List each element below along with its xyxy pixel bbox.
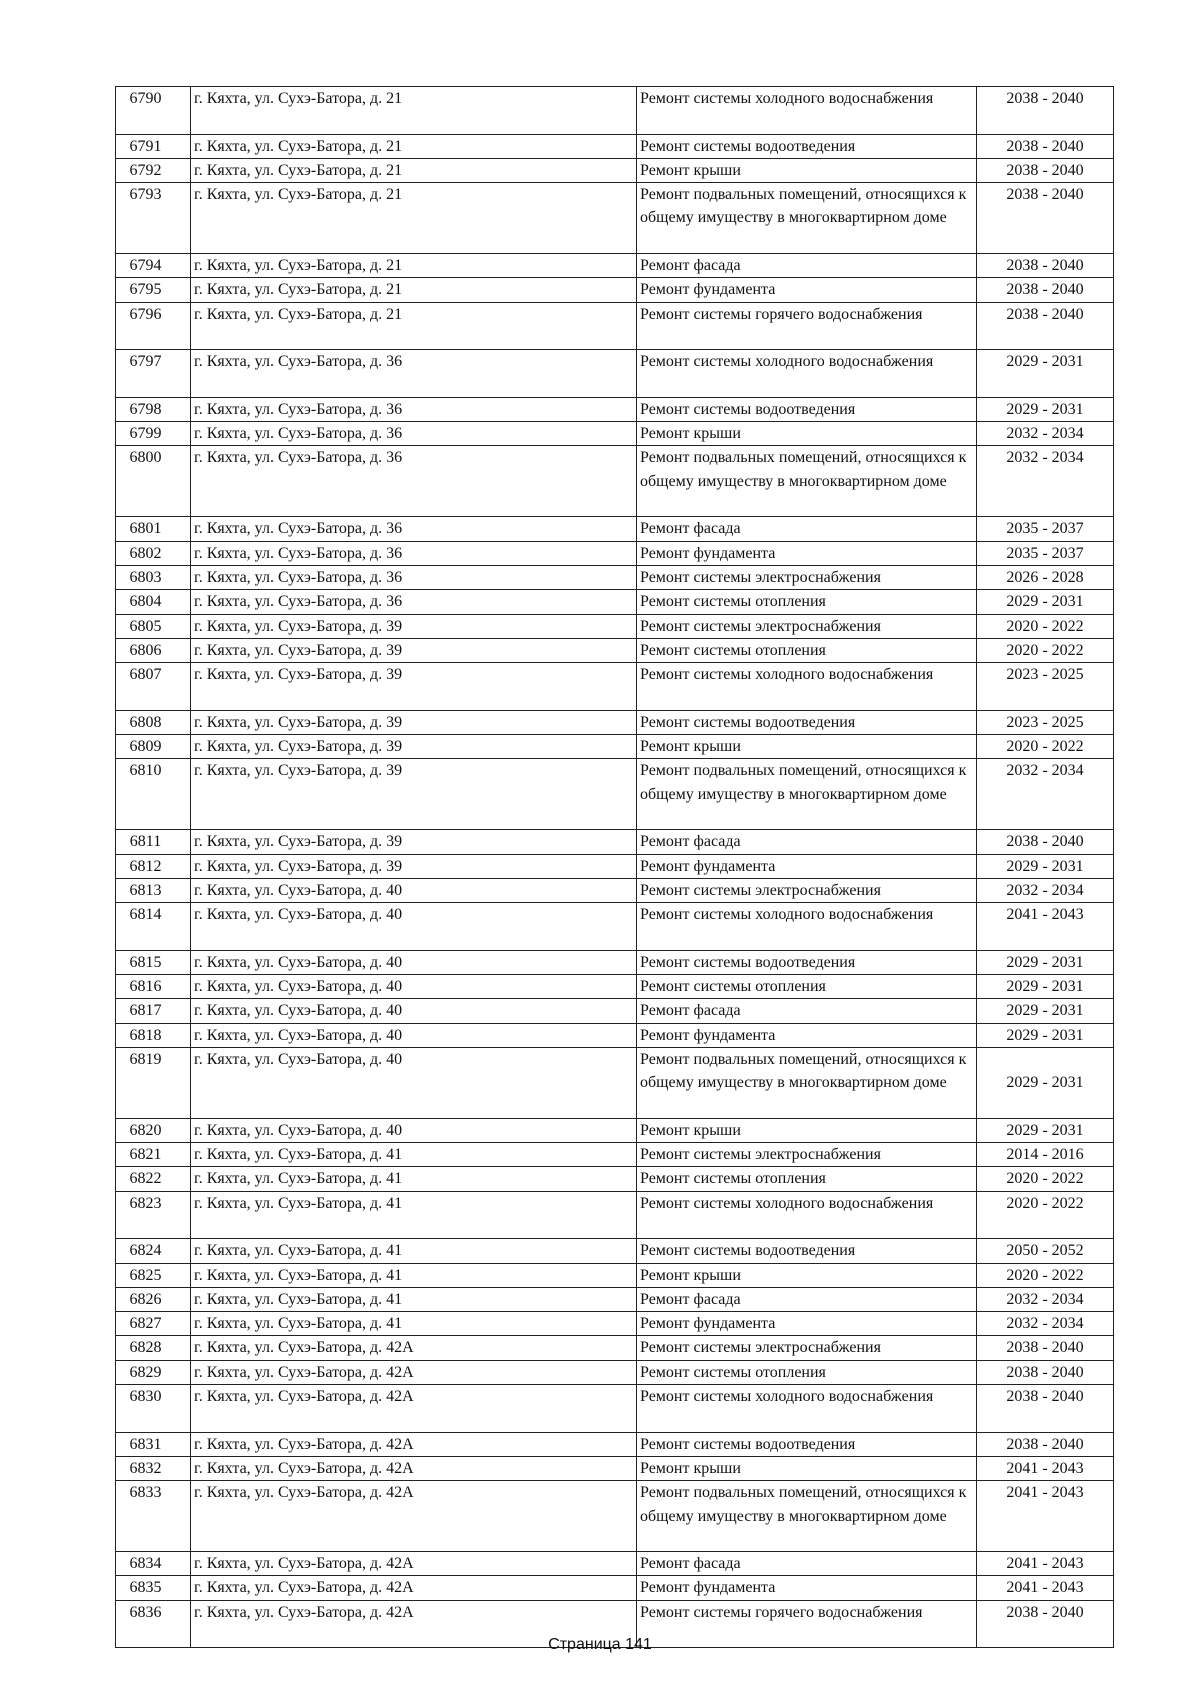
table-row <box>116 1047 1114 1118</box>
work-type-cell: Ремонт фасада <box>637 1552 977 1576</box>
table-row <box>116 1191 1114 1239</box>
table-row <box>116 1239 1114 1263</box>
address-cell: г. Кяхта, ул. Сухэ-Батора, д. 39 <box>191 638 637 662</box>
period-cell: 2038 - 2040 <box>977 134 1114 158</box>
period-cell: 2035 - 2037 <box>977 517 1114 541</box>
work-type-cell: Ремонт системы водоотведения <box>637 1239 977 1263</box>
period-cell: 2029 - 2031 <box>977 590 1114 614</box>
row-number-cell: 6834 <box>116 1552 191 1576</box>
period-cell: 2032 - 2034 <box>977 422 1114 446</box>
table-row <box>116 1167 1114 1191</box>
period-cell: 2020 - 2022 <box>977 1263 1114 1287</box>
table-row <box>116 1287 1114 1311</box>
row-number-cell: 6826 <box>116 1287 191 1311</box>
work-type-cell: Ремонт системы горячего водоснабжения <box>637 1600 977 1648</box>
table-row <box>116 183 1114 254</box>
table-row <box>116 158 1114 182</box>
period-cell: 2029 - 2031 <box>977 854 1114 878</box>
row-number-cell: 6809 <box>116 735 191 759</box>
work-type-cell: Ремонт системы водоотведения <box>637 1432 977 1456</box>
address-cell: г. Кяхта, ул. Сухэ-Батора, д. 36 <box>191 541 637 565</box>
work-type-cell: Ремонт системы холодного водоснабжения <box>637 1191 977 1239</box>
work-type-cell: Ремонт крыши <box>637 1118 977 1142</box>
table-row <box>116 1023 1114 1047</box>
table-row <box>116 614 1114 638</box>
address-cell: г. Кяхта, ул. Сухэ-Батора, д. 39 <box>191 710 637 734</box>
table-row <box>116 999 1114 1023</box>
table-row <box>116 663 1114 711</box>
work-type-cell: Ремонт подвальных помещений, относящихся к общему имуществу в многоквартирном доме <box>637 446 977 517</box>
row-number-cell: 6807 <box>116 663 191 711</box>
row-number-cell: 6793 <box>116 183 191 254</box>
period-cell: 2014 - 2016 <box>977 1143 1114 1167</box>
table-row <box>116 446 1114 517</box>
address-cell: г. Кяхта, ул. Сухэ-Батора, д. 42А <box>191 1576 637 1600</box>
address-cell: г. Кяхта, ул. Сухэ-Батора, д. 40 <box>191 1118 637 1142</box>
row-number-cell: 6801 <box>116 517 191 541</box>
period-cell: 2038 - 2040 <box>977 1385 1114 1433</box>
work-type-cell: Ремонт системы горячего водоснабжения <box>637 302 977 350</box>
address-cell: г. Кяхта, ул. Сухэ-Батора, д. 41 <box>191 1287 637 1311</box>
row-number-cell: 6815 <box>116 950 191 974</box>
table-row <box>116 1336 1114 1360</box>
work-type-cell: Ремонт фасада <box>637 999 977 1023</box>
table-row <box>116 278 1114 302</box>
address-cell: г. Кяхта, ул. Сухэ-Батора, д. 39 <box>191 614 637 638</box>
work-type-cell: Ремонт системы электроснабжения <box>637 878 977 902</box>
address-cell: г. Кяхта, ул. Сухэ-Батора, д. 36 <box>191 350 637 398</box>
period-cell: 2029 - 2031 <box>977 350 1114 398</box>
address-cell: г. Кяхта, ул. Сухэ-Батора, д. 40 <box>191 950 637 974</box>
period-cell: 2032 - 2034 <box>977 878 1114 902</box>
address-cell: г. Кяхта, ул. Сухэ-Батора, д. 21 <box>191 158 637 182</box>
table-row <box>116 1385 1114 1433</box>
row-number-cell: 6830 <box>116 1385 191 1433</box>
row-number-cell: 6805 <box>116 614 191 638</box>
address-cell: г. Кяхта, ул. Сухэ-Батора, д. 41 <box>191 1191 637 1239</box>
address-cell: г. Кяхта, ул. Сухэ-Батора, д. 40 <box>191 999 637 1023</box>
row-number-cell: 6831 <box>116 1432 191 1456</box>
table-row <box>116 565 1114 589</box>
row-number-cell: 6811 <box>116 830 191 854</box>
row-number-cell: 6836 <box>116 1600 191 1648</box>
work-type-cell: Ремонт системы электроснабжения <box>637 1143 977 1167</box>
period-cell: 2020 - 2022 <box>977 1191 1114 1239</box>
address-cell: г. Кяхта, ул. Сухэ-Батора, д. 21 <box>191 278 637 302</box>
work-type-cell: Ремонт системы отопления <box>637 1167 977 1191</box>
table-row <box>116 350 1114 398</box>
address-cell: г. Кяхта, ул. Сухэ-Батора, д. 39 <box>191 759 637 830</box>
address-cell: г. Кяхта, ул. Сухэ-Батора, д. 41 <box>191 1143 637 1167</box>
work-type-cell: Ремонт фундамента <box>637 278 977 302</box>
period-cell: 2035 - 2037 <box>977 541 1114 565</box>
address-cell: г. Кяхта, ул. Сухэ-Батора, д. 42А <box>191 1432 637 1456</box>
period-cell: 2029 - 2031 <box>977 1023 1114 1047</box>
row-number-cell: 6821 <box>116 1143 191 1167</box>
table-row <box>116 1552 1114 1576</box>
row-number-cell: 6804 <box>116 590 191 614</box>
period-cell: 2020 - 2022 <box>977 1167 1114 1191</box>
row-number-cell: 6822 <box>116 1167 191 1191</box>
row-number-cell: 6833 <box>116 1481 191 1552</box>
address-cell: г. Кяхта, ул. Сухэ-Батора, д. 21 <box>191 134 637 158</box>
row-number-cell: 6820 <box>116 1118 191 1142</box>
table-row <box>116 590 1114 614</box>
row-number-cell: 6812 <box>116 854 191 878</box>
address-cell: г. Кяхта, ул. Сухэ-Батора, д. 39 <box>191 830 637 854</box>
work-type-cell: Ремонт системы холодного водоснабжения <box>637 903 977 951</box>
work-type-cell: Ремонт фасада <box>637 517 977 541</box>
address-cell: г. Кяхта, ул. Сухэ-Батора, д. 39 <box>191 854 637 878</box>
address-cell: г. Кяхта, ул. Сухэ-Батора, д. 21 <box>191 87 637 135</box>
row-number-cell: 6799 <box>116 422 191 446</box>
work-type-cell: Ремонт системы отопления <box>637 974 977 998</box>
address-cell: г. Кяхта, ул. Сухэ-Батора, д. 42А <box>191 1385 637 1433</box>
work-type-cell: Ремонт фундамента <box>637 1576 977 1600</box>
period-cell: 2038 - 2040 <box>977 830 1114 854</box>
period-cell: 2020 - 2022 <box>977 735 1114 759</box>
work-type-cell: Ремонт крыши <box>637 735 977 759</box>
address-cell: г. Кяхта, ул. Сухэ-Батора, д. 39 <box>191 735 637 759</box>
period-cell: 2038 - 2040 <box>977 87 1114 135</box>
row-number-cell: 6795 <box>116 278 191 302</box>
address-cell: г. Кяхта, ул. Сухэ-Батора, д. 36 <box>191 517 637 541</box>
address-cell: г. Кяхта, ул. Сухэ-Батора, д. 42А <box>191 1552 637 1576</box>
period-cell: 2038 - 2040 <box>977 1336 1114 1360</box>
address-cell: г. Кяхта, ул. Сухэ-Батора, д. 42А <box>191 1360 637 1384</box>
row-number-cell: 6816 <box>116 974 191 998</box>
address-cell: г. Кяхта, ул. Сухэ-Батора, д. 40 <box>191 974 637 998</box>
row-number-cell: 6808 <box>116 710 191 734</box>
row-number-cell: 6824 <box>116 1239 191 1263</box>
table-row <box>116 1360 1114 1384</box>
row-number-cell: 6835 <box>116 1576 191 1600</box>
work-type-cell: Ремонт фасада <box>637 1287 977 1311</box>
address-cell: г. Кяхта, ул. Сухэ-Батора, д. 40 <box>191 903 637 951</box>
work-type-cell: Ремонт системы отопления <box>637 590 977 614</box>
work-type-cell: Ремонт системы электроснабжения <box>637 1336 977 1360</box>
period-cell: 2029 - 2031 <box>977 950 1114 974</box>
table-row <box>116 903 1114 951</box>
work-type-cell: Ремонт системы холодного водоснабжения <box>637 1385 977 1433</box>
table-row <box>116 517 1114 541</box>
page-number: Страница 141 <box>548 1636 652 1653</box>
address-cell: г. Кяхта, ул. Сухэ-Батора, д. 40 <box>191 1023 637 1047</box>
work-type-cell: Ремонт фундамента <box>637 1312 977 1336</box>
period-cell: 2038 - 2040 <box>977 302 1114 350</box>
work-type-cell: Ремонт системы отопления <box>637 638 977 662</box>
address-cell: г. Кяхта, ул. Сухэ-Батора, д. 40 <box>191 1047 637 1118</box>
table-row <box>116 878 1114 902</box>
period-cell: 2038 - 2040 <box>977 183 1114 254</box>
table-row <box>116 87 1114 135</box>
address-cell: г. Кяхта, ул. Сухэ-Батора, д. 40 <box>191 878 637 902</box>
table-row <box>116 1312 1114 1336</box>
row-number-cell: 6827 <box>116 1312 191 1336</box>
table-row <box>116 1143 1114 1167</box>
period-cell: 2032 - 2034 <box>977 1312 1114 1336</box>
row-number-cell: 6794 <box>116 254 191 278</box>
period-cell: 2029 - 2031 <box>977 999 1114 1023</box>
row-number-cell: 6806 <box>116 638 191 662</box>
work-type-cell: Ремонт фасада <box>637 254 977 278</box>
row-number-cell: 6800 <box>116 446 191 517</box>
table-row <box>116 1118 1114 1142</box>
table-row <box>116 830 1114 854</box>
period-cell: 2029 - 2031 <box>977 1118 1114 1142</box>
table-row <box>116 950 1114 974</box>
address-cell: г. Кяхта, ул. Сухэ-Батора, д. 36 <box>191 446 637 517</box>
period-cell: 2041 - 2043 <box>977 903 1114 951</box>
period-cell: 2050 - 2052 <box>977 1239 1114 1263</box>
period-cell: 2023 - 2025 <box>977 710 1114 734</box>
address-cell: г. Кяхта, ул. Сухэ-Батора, д. 36 <box>191 422 637 446</box>
address-cell: г. Кяхта, ул. Сухэ-Батора, д. 36 <box>191 397 637 421</box>
period-cell: 2041 - 2043 <box>977 1481 1114 1552</box>
row-number-cell: 6813 <box>116 878 191 902</box>
table-row <box>116 302 1114 350</box>
row-number-cell: 6832 <box>116 1456 191 1480</box>
row-number-cell: 6803 <box>116 565 191 589</box>
period-cell: 2026 - 2028 <box>977 565 1114 589</box>
address-cell: г. Кяхта, ул. Сухэ-Батора, д. 21 <box>191 183 637 254</box>
table-row <box>116 1263 1114 1287</box>
row-number-cell: 6792 <box>116 158 191 182</box>
row-number-cell: 6819 <box>116 1047 191 1118</box>
period-cell: 2029 - 2031 <box>977 397 1114 421</box>
address-cell: г. Кяхта, ул. Сухэ-Батора, д. 39 <box>191 663 637 711</box>
table-row <box>116 735 1114 759</box>
table-row <box>116 1432 1114 1456</box>
table-body <box>116 87 1114 1648</box>
period-cell: 2020 - 2022 <box>977 614 1114 638</box>
table-row <box>116 254 1114 278</box>
address-cell: г. Кяхта, ул. Сухэ-Батора, д. 41 <box>191 1239 637 1263</box>
table-row <box>116 854 1114 878</box>
table-row <box>116 638 1114 662</box>
row-number-cell: 6823 <box>116 1191 191 1239</box>
work-type-cell: Ремонт подвальных помещений, относящихся к общему имуществу в многоквартирном доме <box>637 1481 977 1552</box>
period-cell: 2041 - 2043 <box>977 1552 1114 1576</box>
table-row <box>116 541 1114 565</box>
period-cell: 2032 - 2034 <box>977 1287 1114 1311</box>
table-row <box>116 134 1114 158</box>
work-type-cell: Ремонт системы водоотведения <box>637 134 977 158</box>
period-cell: 2032 - 2034 <box>977 759 1114 830</box>
row-number-cell: 6825 <box>116 1263 191 1287</box>
work-type-cell: Ремонт системы электроснабжения <box>637 614 977 638</box>
table-row <box>116 1456 1114 1480</box>
address-cell: г. Кяхта, ул. Сухэ-Батора, д. 41 <box>191 1263 637 1287</box>
work-type-cell: Ремонт подвальных помещений, относящихся к общему имуществу в многоквартирном доме <box>637 759 977 830</box>
table-row <box>116 759 1114 830</box>
address-cell: г. Кяхта, ул. Сухэ-Батора, д. 36 <box>191 590 637 614</box>
period-cell: 2029 - 2031 <box>977 1047 1114 1118</box>
row-number-cell: 6796 <box>116 302 191 350</box>
period-cell: 2038 - 2040 <box>977 1360 1114 1384</box>
address-cell: г. Кяхта, ул. Сухэ-Батора, д. 42А <box>191 1336 637 1360</box>
row-number-cell: 6802 <box>116 541 191 565</box>
row-number-cell: 6790 <box>116 87 191 135</box>
address-cell: г. Кяхта, ул. Сухэ-Батора, д. 21 <box>191 302 637 350</box>
work-type-cell: Ремонт фундамента <box>637 541 977 565</box>
work-type-cell: Ремонт системы водоотведения <box>637 950 977 974</box>
work-type-cell: Ремонт системы холодного водоснабжения <box>637 663 977 711</box>
work-type-cell: Ремонт крыши <box>637 422 977 446</box>
address-cell: г. Кяхта, ул. Сухэ-Батора, д. 36 <box>191 565 637 589</box>
address-cell: г. Кяхта, ул. Сухэ-Батора, д. 41 <box>191 1312 637 1336</box>
period-cell: 2038 - 2040 <box>977 278 1114 302</box>
work-type-cell: Ремонт системы водоотведения <box>637 397 977 421</box>
address-cell: г. Кяхта, ул. Сухэ-Батора, д. 42А <box>191 1456 637 1480</box>
row-number-cell: 6797 <box>116 350 191 398</box>
table-row <box>116 422 1114 446</box>
address-cell: г. Кяхта, ул. Сухэ-Батора, д. 42А <box>191 1600 637 1648</box>
table-row <box>116 397 1114 421</box>
table-row <box>116 1576 1114 1600</box>
work-type-cell: Ремонт системы водоотведения <box>637 710 977 734</box>
row-number-cell: 6798 <box>116 397 191 421</box>
work-type-cell: Ремонт фасада <box>637 830 977 854</box>
work-type-cell: Ремонт системы электроснабжения <box>637 565 977 589</box>
work-type-cell: Ремонт системы отопления <box>637 1360 977 1384</box>
address-cell: г. Кяхта, ул. Сухэ-Батора, д. 21 <box>191 254 637 278</box>
table-row <box>116 1481 1114 1552</box>
period-cell: 2023 - 2025 <box>977 663 1114 711</box>
work-type-cell: Ремонт крыши <box>637 158 977 182</box>
work-type-cell: Ремонт фундамента <box>637 854 977 878</box>
period-cell: 2020 - 2022 <box>977 638 1114 662</box>
address-cell: г. Кяхта, ул. Сухэ-Батора, д. 42А <box>191 1481 637 1552</box>
row-number-cell: 6818 <box>116 1023 191 1047</box>
address-cell: г. Кяхта, ул. Сухэ-Батора, д. 41 <box>191 1167 637 1191</box>
period-cell: 2038 - 2040 <box>977 1600 1114 1648</box>
table-row <box>116 974 1114 998</box>
period-cell: 2041 - 2043 <box>977 1456 1114 1480</box>
repair-schedule-table <box>115 86 1114 1648</box>
work-type-cell: Ремонт системы холодного водоснабжения <box>637 350 977 398</box>
table-row <box>116 710 1114 734</box>
row-number-cell: 6817 <box>116 999 191 1023</box>
period-cell: 2032 - 2034 <box>977 446 1114 517</box>
period-cell: 2038 - 2040 <box>977 158 1114 182</box>
work-type-cell: Ремонт крыши <box>637 1263 977 1287</box>
period-cell: 2038 - 2040 <box>977 1432 1114 1456</box>
row-number-cell: 6829 <box>116 1360 191 1384</box>
period-cell: 2038 - 2040 <box>977 254 1114 278</box>
work-type-cell: Ремонт подвальных помещений, относящихся к общему имуществу в многоквартирном доме <box>637 183 977 254</box>
period-cell: 2041 - 2043 <box>977 1576 1114 1600</box>
row-number-cell: 6828 <box>116 1336 191 1360</box>
work-type-cell: Ремонт фундамента <box>637 1023 977 1047</box>
work-type-cell: Ремонт системы холодного водоснабжения <box>637 87 977 135</box>
work-type-cell: Ремонт крыши <box>637 1456 977 1480</box>
row-number-cell: 6814 <box>116 903 191 951</box>
work-type-cell: Ремонт подвальных помещений, относящихся к общему имуществу в многоквартирном доме <box>637 1047 977 1118</box>
row-number-cell: 6810 <box>116 759 191 830</box>
row-number-cell: 6791 <box>116 134 191 158</box>
period-cell: 2029 - 2031 <box>977 974 1114 998</box>
